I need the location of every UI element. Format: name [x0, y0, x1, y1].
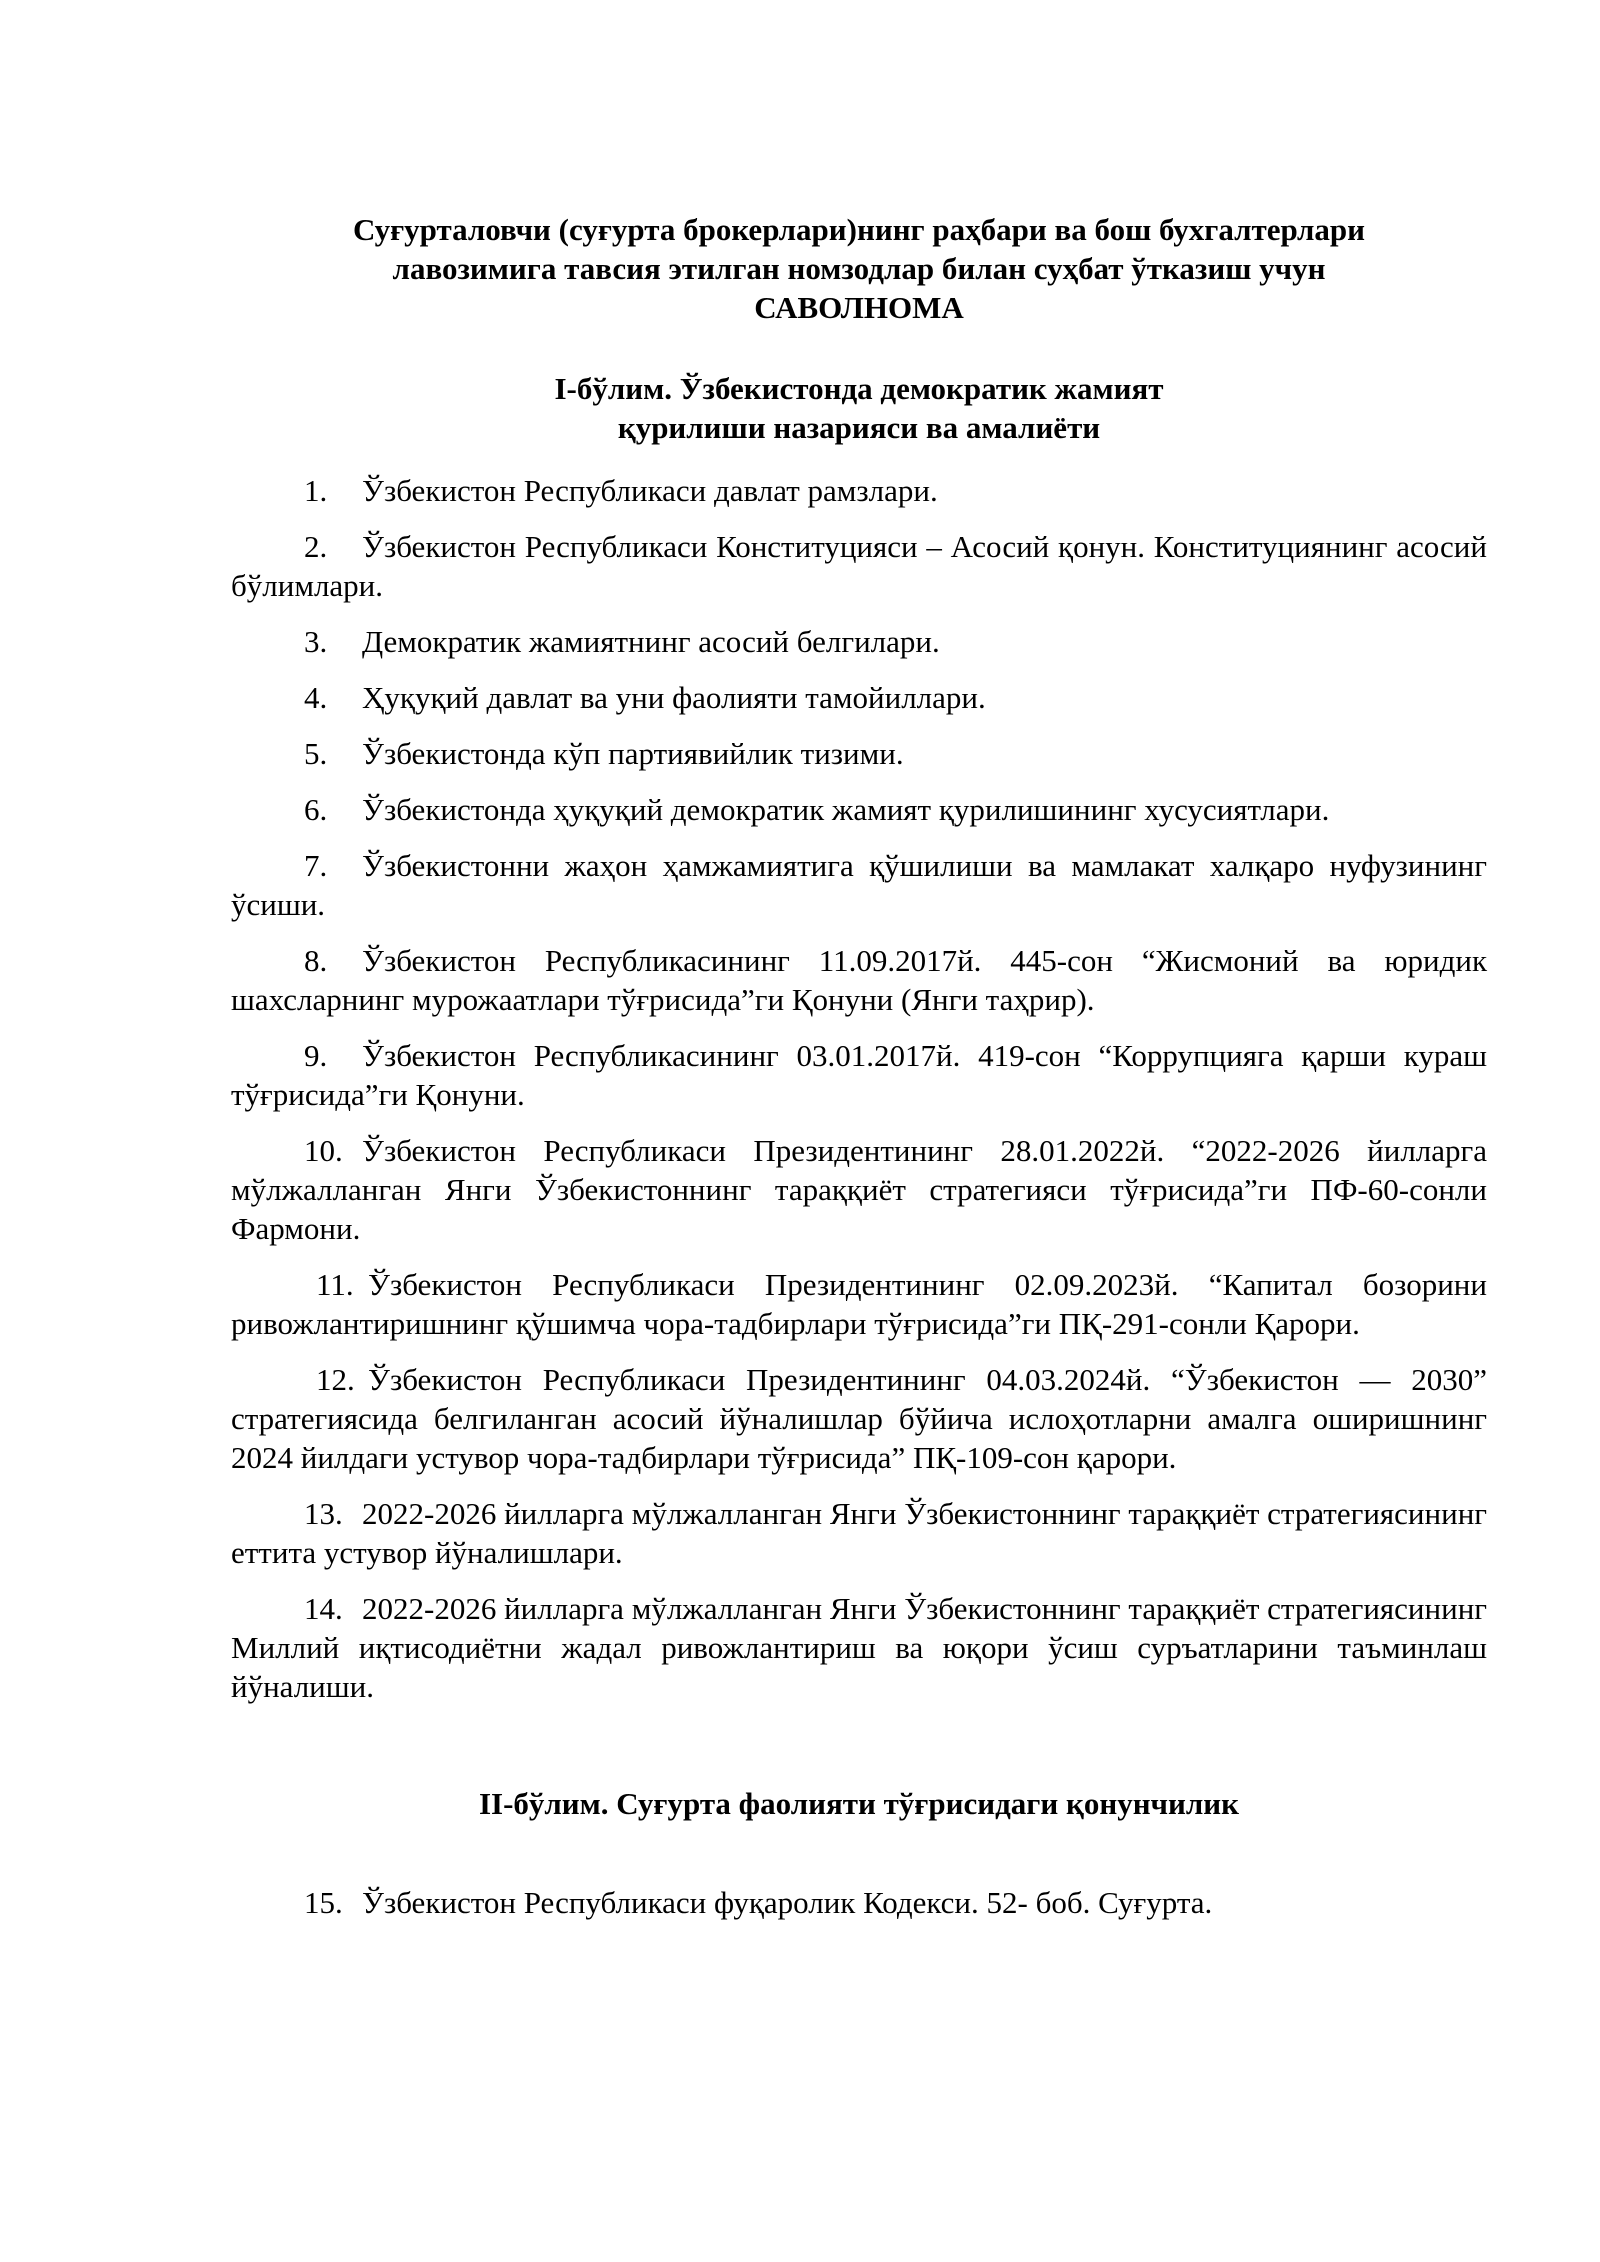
list-item	[231, 622, 1487, 661]
item-text: Ўзбекистонда кўп партиявийлик тизими.	[362, 736, 904, 771]
item-number: 7.	[304, 848, 328, 883]
list-item	[231, 1883, 1487, 1922]
list-item	[231, 1131, 1487, 1248]
list-item	[231, 1494, 1487, 1572]
item-number: 6.	[304, 792, 328, 827]
item-text: 2022-2026 йилларга мўлжалланган Янги Ўзбекистоннинг тараққиёт стратегиясининг еттита устувор йўналишлари.	[231, 1496, 1487, 1570]
item-number: 8.	[304, 943, 328, 978]
document-title	[231, 210, 1487, 327]
item-number: 9.	[304, 1038, 328, 1073]
item-text: Демократик жамиятнинг асосий белгилари.	[362, 624, 940, 659]
list-item	[231, 846, 1487, 924]
list-item	[231, 678, 1487, 717]
item-number: 12.	[316, 1362, 355, 1397]
list-item	[231, 1589, 1487, 1706]
list-item	[231, 734, 1487, 773]
section-2-heading-line: II-бўлим. Суғурта фаолияти тўғрисидаги қонунчилик	[478, 1786, 1240, 1821]
list-item	[231, 471, 1487, 510]
item-number: 1.	[304, 473, 328, 508]
section-1-heading-line-2: қурилиши назарияси ва амалиёти	[617, 410, 1101, 445]
list-item	[231, 1036, 1487, 1114]
item-number: 14.	[304, 1591, 343, 1626]
title-line-3: САВОЛНОМА	[754, 290, 964, 325]
item-text: Ўзбекистонда ҳуқуқий демократик жамият қурилишининг хусусиятлари.	[362, 792, 1330, 827]
list-item	[231, 790, 1487, 829]
item-number: 11.	[316, 1267, 354, 1302]
item-text: Ўзбекистон Республикаси фуқаролик Кодекси. 52- боб. Суғурта.	[362, 1885, 1213, 1920]
item-number: 15.	[304, 1885, 343, 1920]
list-item	[231, 941, 1487, 1019]
list-item	[231, 527, 1487, 605]
title-line-1: Суғурталовчи (суғурта брокерлари)нинг раҳбари ва бош бухгалтерлари	[352, 212, 1365, 247]
item-text: Ўзбекистон Республикасининг 11.09.2017й. 445-сон “Жисмоний ва юридик шахсларнинг мурожаатлари тўғрисида”ги Қонуни (Янги таҳрир).	[231, 943, 1487, 1017]
title-line-2: лавозимига тавсия этилган номзодлар билан суҳбат ўтказиш учун	[392, 251, 1326, 286]
item-text: Ҳуқуқий давлат ва уни фаолияти тамойиллари.	[362, 680, 986, 715]
item-text: Ўзбекистон Республикаси давлат рамзлари.	[362, 473, 938, 508]
item-number: 4.	[304, 680, 328, 715]
item-number: 10.	[304, 1133, 343, 1168]
item-text: Ўзбекистон Республикасининг 03.01.2017й. 419-сон “Коррупцияга қарши кураш тўғрисида”ги Қонуни.	[231, 1038, 1487, 1112]
item-number: 5.	[304, 736, 328, 771]
list-item	[231, 1265, 1487, 1343]
section-1-heading-line-1: I-бўлим. Ўзбекистонда демократик жамият	[554, 371, 1164, 406]
document-page	[231, 210, 1487, 1939]
item-text: Ўзбекистон Республикаси Президентининг 28.01.2022й. “2022-2026 йилларга мўлжалланган Янги Ўзбекистоннинг тараққиёт стратегияси тўғрисида”ги ПФ-60-сонли Фармони.	[231, 1133, 1487, 1246]
item-text: Ўзбекистон Республикаси Конституцияси – Асосий қонун. Конституциянинг асосий бўлимлари.	[231, 529, 1487, 603]
item-number: 2.	[304, 529, 328, 564]
item-text: Ўзбекистонни жаҳон ҳамжамиятига қўшилиши ва мамлакат халқаро нуфузининг ўсиши.	[231, 848, 1487, 922]
section-2-heading	[231, 1784, 1487, 1823]
item-text: 2022-2026 йилларга мўлжалланган Янги Ўзбекистоннинг тараққиёт стратегиясининг Миллий иқтисодиётни жадал ривожлантириш ва юқори ўсиш суръатларини таъминлаш йўналиши.	[231, 1591, 1487, 1704]
section-2-question-list	[231, 1883, 1487, 1922]
section-1-heading	[231, 369, 1487, 447]
list-item	[231, 1360, 1487, 1477]
item-text: Ўзбекистон Республикаси Президентининг 02.09.2023й. “Капитал бозорини ривожлантиришнинг қўшимча чора-тадбирлари тўғрисида”ги ПҚ-291-сонли Қарори.	[231, 1267, 1487, 1341]
section-1-question-list	[231, 471, 1487, 1706]
item-number: 3.	[304, 624, 328, 659]
item-text: Ўзбекистон Республикаси Президентининг 04.03.2024й. “Ўзбекистон — 2030” стратегиясида белгиланган асосий йўналишлар бўйича ислоҳотларни амалга оширишнинг 2024 йилдаги устувор чора-тадбирлари тўғрисида” ПҚ-109-сон қарори.	[231, 1362, 1487, 1475]
item-number: 13.	[304, 1496, 343, 1531]
